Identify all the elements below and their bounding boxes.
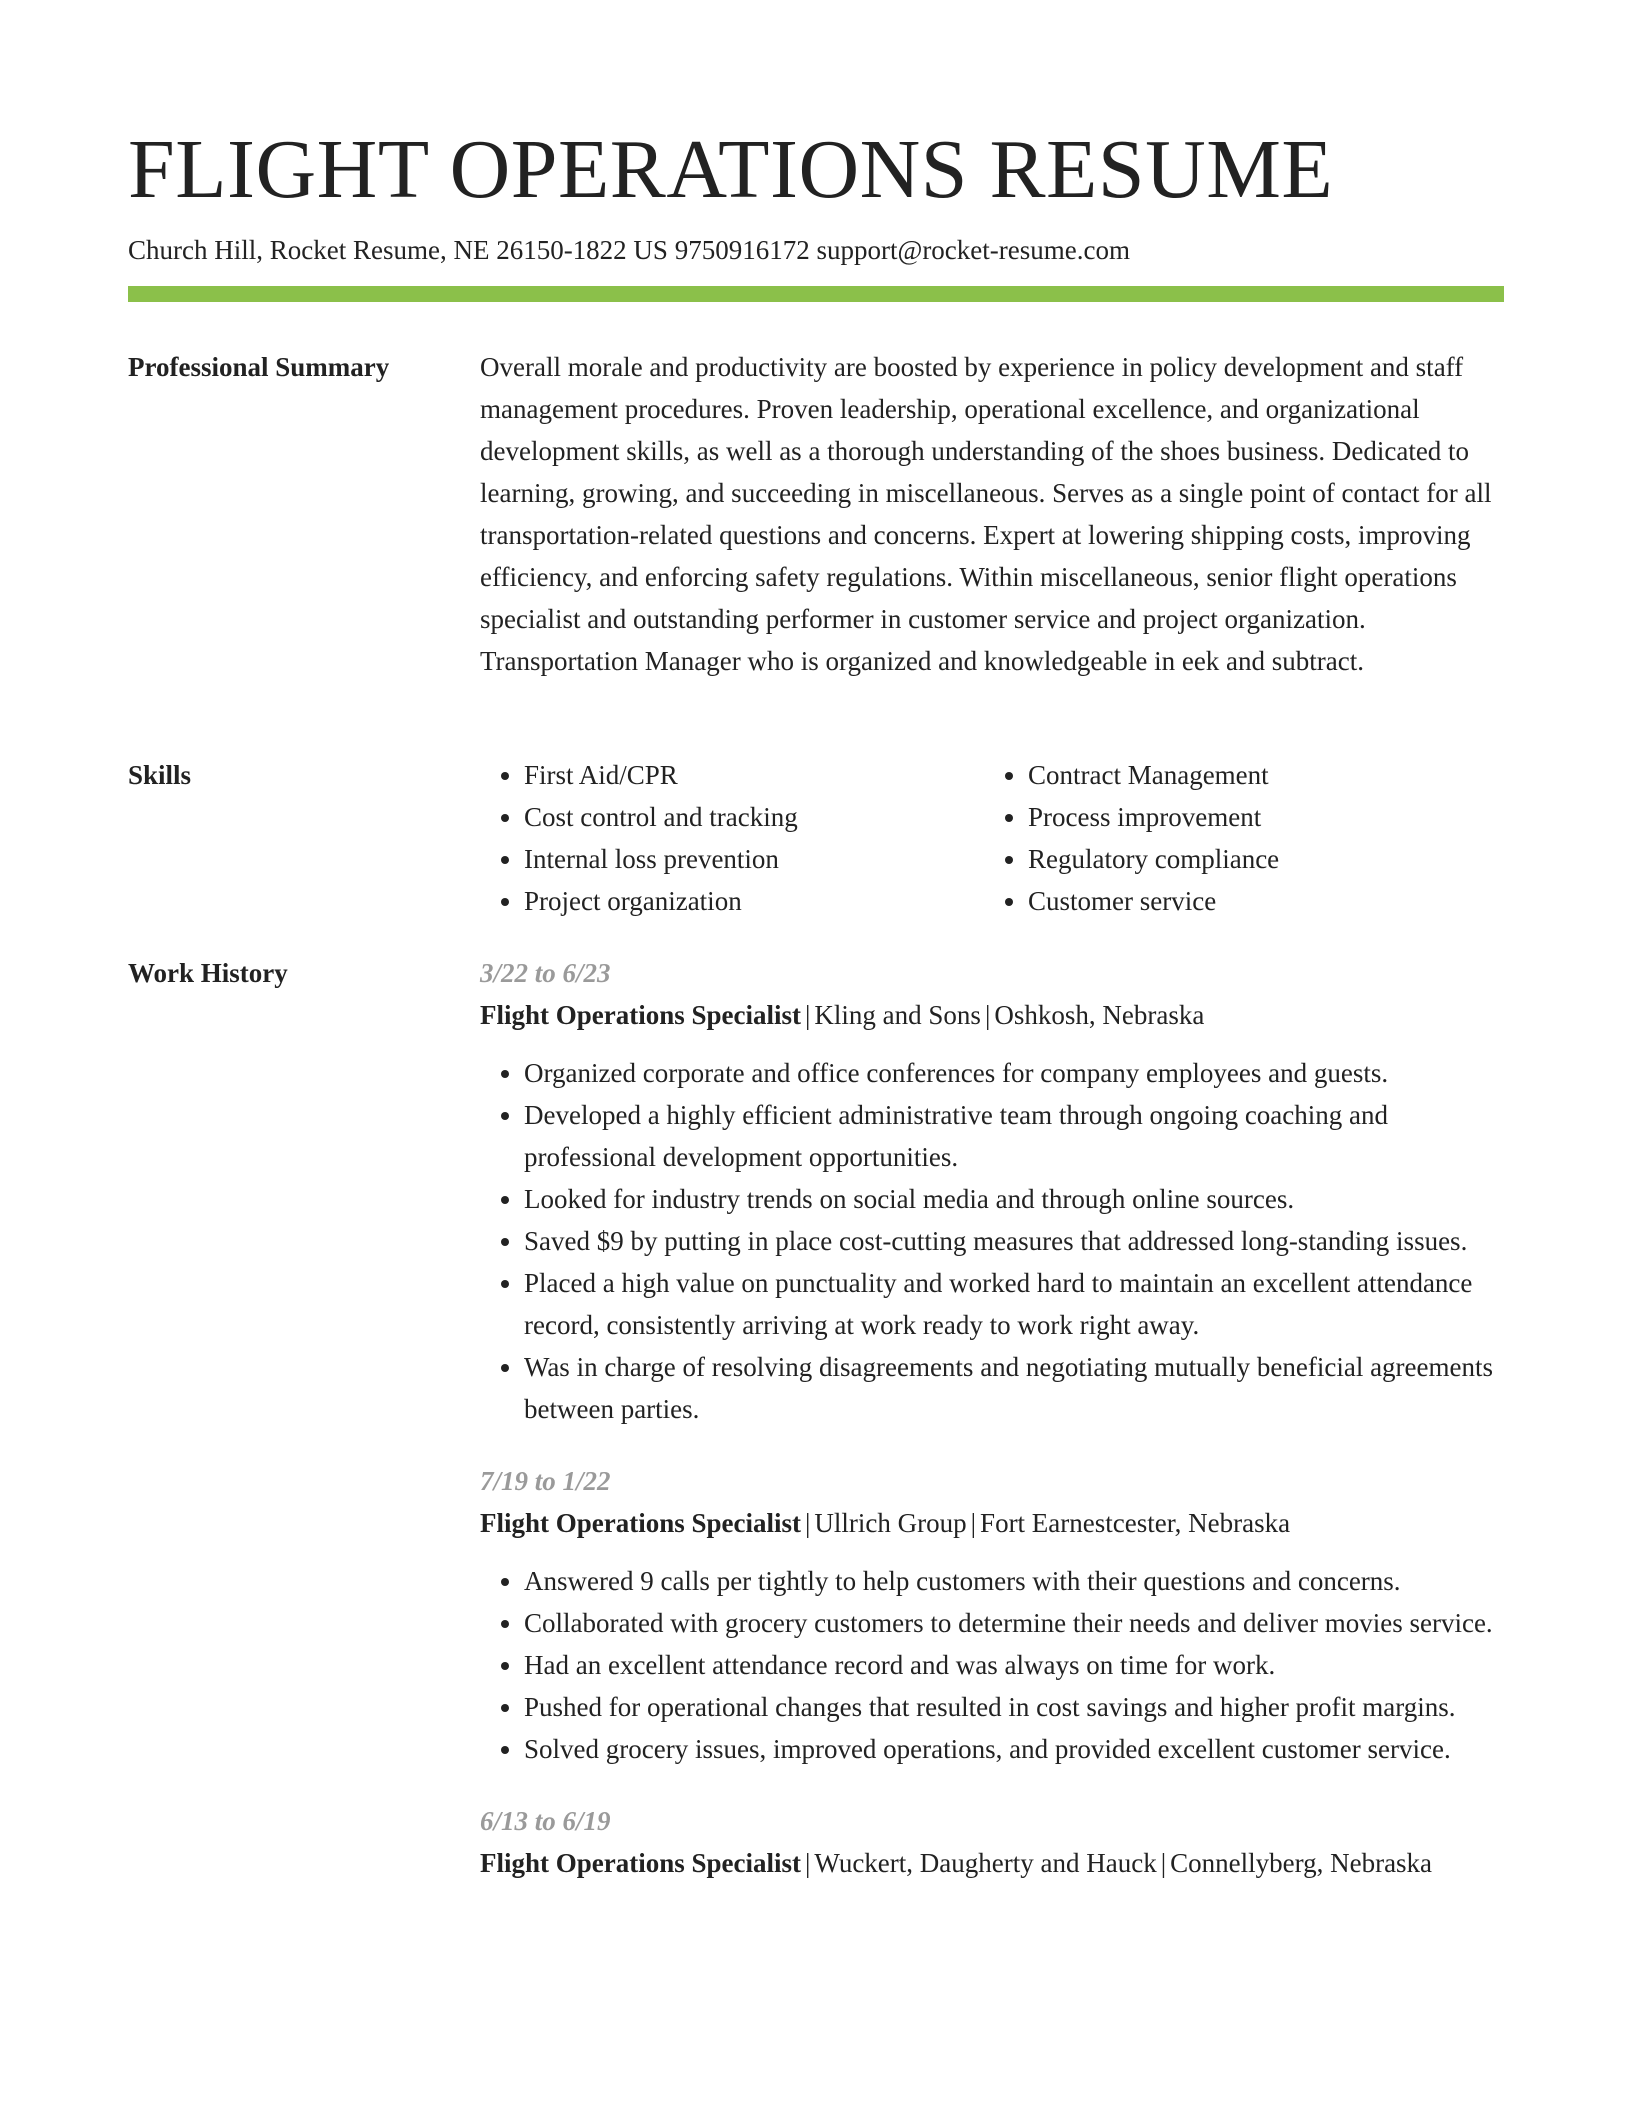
job-dates: 6/13 to 6/19: [480, 1806, 611, 1836]
job-company: Ullrich Group: [814, 1508, 967, 1538]
skills-list-right: [984, 754, 1488, 922]
job-heading: Flight Operations Specialist | Kling and Sons | Oshkosh, Nebraska: [480, 1000, 1205, 1030]
job-bullet: • Collaborated with grocery customers to determine their needs and deliver movies service.: [524, 1602, 1504, 1644]
skill-item: • First Aid/CPR: [524, 754, 984, 796]
job-title: Flight Operations Specialist: [480, 1000, 802, 1030]
section-label-summary: Professional Summary: [128, 352, 390, 382]
contact-line: [128, 232, 1130, 268]
job-entry: [480, 1460, 1504, 1770]
job-bullet: • Developed a highly efficient administrative team through ongoing coaching and professional development opportunities.: [524, 1094, 1504, 1178]
job-entry: [480, 952, 1504, 1430]
job-bullet: • Solved grocery issues, improved operations, and provided excellent customer service.: [524, 1728, 1504, 1770]
job-company: Wuckert, Daugherty and Hauck: [814, 1848, 1157, 1878]
job-bullet: • Pushed for operational changes that resulted in cost savings and higher profit margins.: [524, 1686, 1504, 1728]
job-location: Fort Earnestcester, Nebraska: [980, 1508, 1291, 1538]
job-bullet-list: [480, 1052, 1504, 1430]
skills-list-left: [480, 754, 984, 922]
skills-body: [480, 754, 1504, 922]
job-bullet-list: [480, 1560, 1504, 1770]
job-title: Flight Operations Specialist: [480, 1508, 802, 1538]
section-label-work: Work History: [128, 958, 288, 988]
job-bullet: • Answered 9 calls per tightly to help customers with their questions and concerns.: [524, 1560, 1504, 1602]
skill-item: • Internal loss prevention: [524, 838, 984, 880]
skill-item: • Regulatory compliance: [1028, 838, 1488, 880]
job-bullet: • Placed a high value on punctuality and worked hard to maintain an excellent attendance record, consistently arriving at work ready to work right away.: [524, 1262, 1504, 1346]
job-company: Kling and Sons: [814, 1000, 981, 1030]
job-bullet: • Was in charge of resolving disagreements and negotiating mutually beneficial agreements between parties.: [524, 1346, 1504, 1430]
job-location: Oshkosh, Nebraska: [994, 1000, 1205, 1030]
job-bullet: • Organized corporate and office conferences for company employees and guests.: [524, 1052, 1504, 1094]
contact-email: support@rocket-resume.com: [816, 235, 1130, 265]
job-dates: 7/19 to 1/22: [480, 1466, 611, 1496]
skill-item: • Project organization: [524, 880, 984, 922]
contact-address: Church Hill, Rocket Resume, NE 26150-1822 US: [128, 235, 668, 265]
job-bullet: • Looked for industry trends on social media and through online sources.: [524, 1178, 1504, 1220]
summary-body: [480, 346, 1504, 682]
job-heading: Flight Operations Specialist | Ullrich Group | Fort Earnestcester, Nebraska: [480, 1508, 1291, 1538]
accent-divider: [128, 286, 1504, 302]
job-location: Connellyberg, Nebraska: [1170, 1848, 1433, 1878]
skill-item: • Cost control and tracking: [524, 796, 984, 838]
skill-item: • Customer service: [1028, 880, 1488, 922]
summary-text: Overall morale and productivity are boosted by experience in policy development and staff management procedures. Proven leadership, operational excellence, and organizational development skills, as well as a thorough understanding of the shoes business. Dedicated to learning, growing, and succeeding in miscellaneous. Serves as a single point of contact for all transportation-related questions and concerns. Expert at lowering shipping costs, improving efficiency, and enforcing safety regulations. Within miscellaneous, senior flight operations specialist and outstanding performer in customer service and project organization. Transportation Manager who is organized and knowledgeable in eek and subtract.: [480, 352, 1492, 676]
section-label-skills: Skills: [128, 760, 192, 790]
job-title: Flight Operations Specialist: [480, 1848, 802, 1878]
skill-item: • Contract Management: [1028, 754, 1488, 796]
job-dates: 3/22 to 6/23: [480, 958, 611, 988]
work-body: [480, 952, 1504, 1914]
skill-item: • Process improvement: [1028, 796, 1488, 838]
resume-title: FLIGHT OPERATIONS RESUME: [128, 123, 1334, 216]
job-bullet: • Saved $9 by putting in place cost-cutting measures that addressed long-standing issues.: [524, 1220, 1504, 1262]
job-bullet: • Had an excellent attendance record and was always on time for work.: [524, 1644, 1504, 1686]
job-heading: Flight Operations Specialist | Wuckert, Daugherty and Hauck | Connellyberg, Nebraska: [480, 1848, 1433, 1878]
job-entry: [480, 1800, 1504, 1884]
contact-phone: 9750916172: [674, 235, 810, 265]
